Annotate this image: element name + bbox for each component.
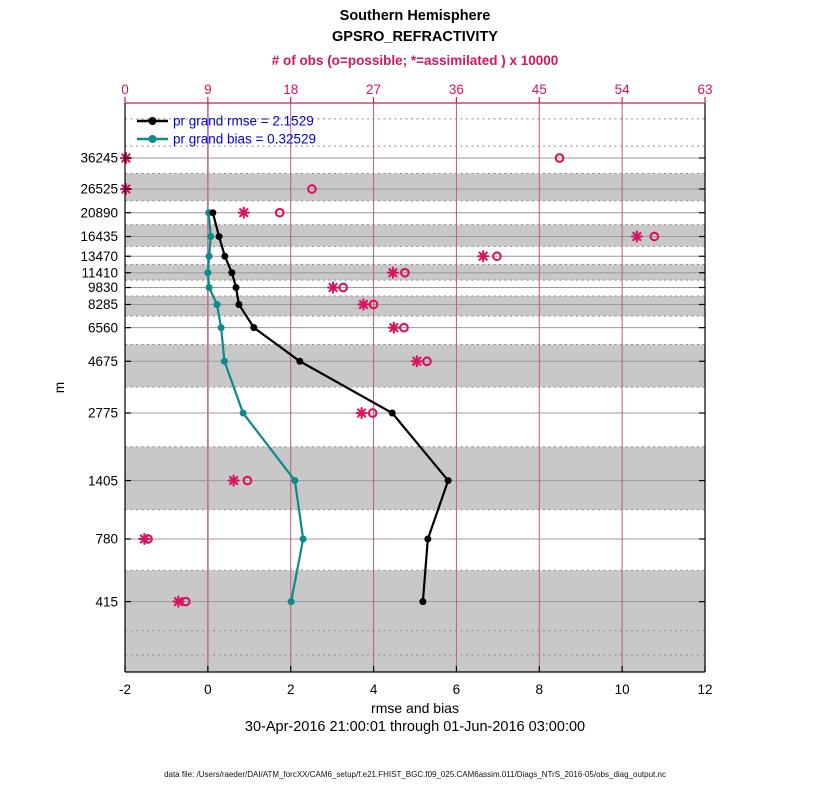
data-file-footer: data file: /Users/raeder/DAI/ATM_forcXX/CAM6_setup/f.e21.FHIST_BGC.f09_025.CAM6assim.011/Diags_NTrS_2016-05/obs_diag_output.nc: [164, 770, 666, 779]
y-tick-label: 36245: [80, 150, 118, 166]
bias-data-point: [221, 358, 228, 365]
rmse-data-point: [250, 324, 257, 331]
shaded-band: [125, 570, 705, 672]
assimilated-obs-marker: [412, 356, 422, 366]
bias-data-point: [204, 269, 211, 276]
layer-shading-bands: [125, 174, 705, 672]
figure-title-line2: GPSRO_REFRACTIVITY: [332, 29, 498, 45]
rmse-data-point: [296, 358, 303, 365]
bias-data-point: [206, 253, 213, 260]
bottom-tick-label: -2: [118, 682, 132, 697]
assimilated-obs-marker: [632, 232, 642, 242]
bias-data-point: [218, 324, 225, 331]
shaded-band: [125, 344, 705, 387]
top-tick-label: 27: [366, 82, 382, 97]
date-range-label: 30-Apr-2016 21:00:01 through 01-Jun-2016 03:00:00: [244, 719, 586, 735]
assimilated-obs-marker: [358, 299, 368, 309]
top-tick-label: 63: [697, 82, 713, 97]
bias-data-point: [288, 598, 295, 605]
rmse-data-point: [228, 269, 235, 276]
y-tick-label: 13470: [80, 248, 118, 264]
bottom-tick-label: 4: [369, 682, 378, 697]
bottom-tick-label: 10: [614, 682, 630, 697]
y-tick-label: 6560: [87, 320, 118, 336]
shaded-band: [125, 447, 705, 510]
bias-data-point: [207, 233, 214, 240]
assimilated-obs-marker: [173, 597, 183, 607]
legend-entry-rmse: [137, 114, 314, 129]
assimilated-obs-marker: [357, 408, 367, 418]
rmse-data-point: [235, 301, 242, 308]
shaded-band: [125, 174, 705, 201]
y-tick-label: 2775: [87, 405, 118, 421]
y-tick-label: 11410: [81, 265, 118, 281]
assimilated-obs-marker: [328, 283, 338, 293]
rmse-data-point: [209, 209, 216, 216]
top-tick-label: 0: [121, 82, 129, 97]
assimilated-obs-marker: [229, 476, 239, 486]
shaded-band: [125, 296, 705, 316]
rmse-data-point: [424, 535, 431, 542]
bias-data-point: [206, 284, 213, 291]
y-tick-label: 9830: [87, 280, 118, 296]
y-tick-label: 8285: [87, 297, 118, 313]
top-tick-label: 36: [448, 82, 464, 97]
y-tick-label: 780: [95, 531, 118, 547]
legend-marker-sample: [149, 117, 157, 125]
legend-entry-bias: [137, 132, 316, 147]
assimilated-obs-marker: [389, 323, 399, 333]
y-tick-label: 4675: [87, 353, 118, 369]
rmse-data-point: [445, 477, 452, 484]
top-tick-label: 45: [531, 82, 547, 97]
legend-marker-sample: [149, 135, 157, 143]
y-tick-label: 16435: [80, 229, 118, 245]
bottom-axis-label: rmse and bias: [371, 700, 459, 716]
bias-data-point: [240, 410, 247, 417]
bottom-tick-label: 12: [697, 682, 713, 697]
figure-title-line1: Southern Hemisphere: [339, 8, 491, 24]
y-axis-label-group: [52, 382, 67, 393]
bottom-tick-label: 0: [204, 682, 212, 697]
assimilated-obs-marker: [239, 208, 249, 218]
top-tick-label: 9: [204, 82, 212, 97]
legend-label: pr grand bias = 0.32529: [173, 131, 316, 147]
bias-data-point: [300, 535, 307, 542]
rmse-data-point: [389, 410, 396, 417]
y-tick-label: 1405: [87, 473, 118, 489]
y-tick-label: 20890: [80, 205, 118, 221]
rmse-data-point: [216, 233, 223, 240]
bias-data-point: [213, 301, 220, 308]
bottom-tick-label: 6: [452, 682, 461, 697]
bottom-tick-label: 8: [535, 682, 544, 697]
top-tick-label: 18: [283, 82, 299, 97]
assimilated-obs-marker: [139, 534, 149, 544]
y-tick-label: 415: [95, 594, 118, 610]
rmse-data-point: [233, 284, 240, 291]
legend-label: pr grand rmse = 2.1529: [173, 113, 314, 129]
top-axis-label: # of obs (o=possible; *=assimilated ) x 10000: [271, 53, 559, 68]
y-tick-label: 26525: [80, 181, 118, 197]
assimilated-obs-marker: [478, 251, 488, 261]
assimilated-obs-marker: [388, 268, 398, 278]
bottom-tick-label: 2: [286, 682, 295, 697]
rmse-data-point: [419, 598, 426, 605]
top-tick-label: 54: [614, 82, 630, 97]
bias-data-point: [291, 477, 298, 484]
rmse-data-point: [221, 253, 228, 260]
y-axis-label: m: [52, 381, 67, 394]
